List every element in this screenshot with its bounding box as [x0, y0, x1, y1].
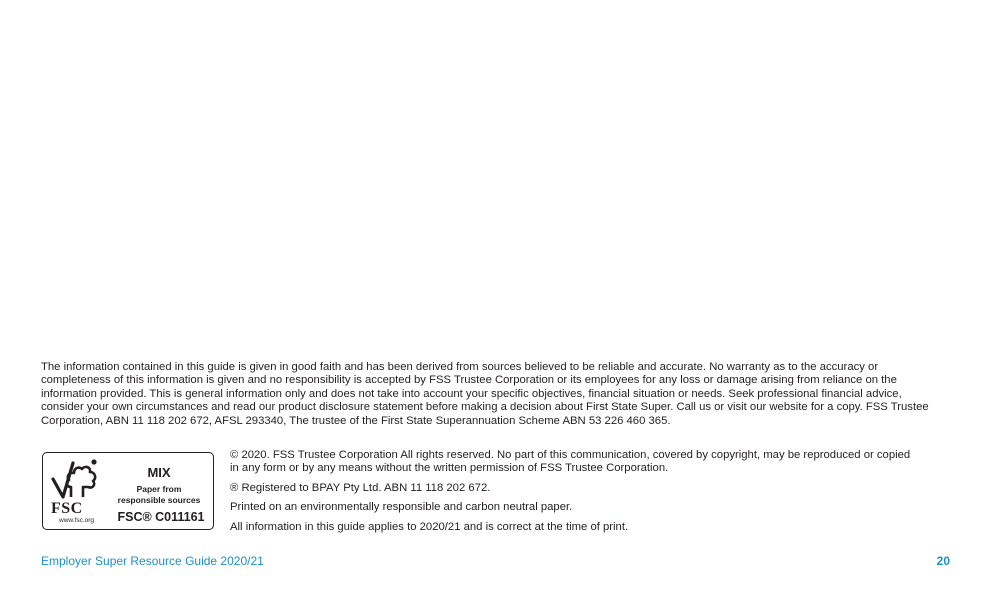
fsc-paper-line1: Paper from	[136, 484, 182, 494]
footer-guide-title: Employer Super Resource Guide 2020/21	[41, 554, 264, 568]
fsc-url: www.fsc.org	[59, 517, 95, 524]
fsc-tree-checkmark-icon	[49, 457, 101, 501]
registered-notice: ® Registered to BPAY Pty Ltd. ABN 11 118 202 672.	[230, 481, 491, 494]
fsc-paper-label	[107, 484, 211, 505]
page-number: 20	[936, 554, 950, 568]
fsc-wordmark: FSC	[51, 500, 83, 517]
printed-notice: Printed on an environmentally responsible and carbon neutral paper.	[230, 501, 573, 514]
legal-notices	[230, 449, 920, 534]
applies-notice: All information in this guide applies to 2020/21 and is correct at the time of print.	[230, 520, 629, 533]
fsc-mix-label: MIX	[147, 465, 171, 480]
disclaimer-text: The information contained in this guide is given in good faith and has been derived from sources believed to be reliable and accurate. No warranty as to the accuracy or completeness of this information is given and no responsibility is accepted by FSS Trustee Corporation or its employees for any loss or damage arising from reliance on the information provided. This is general information only and does not take into account your specific objectives, financial situation or needs. Seek professional financial advice, consider your own circumstances and read our product disclosure statement before making a decision about First State Super. Call us or visit our website for a copy. FSS Trustee Corporation, ABN 11 118 202 672, AFSL 293340, The trustee of the First State Superannuation Scheme ABN 53 226 460 365.	[41, 361, 929, 427]
fsc-paper-line2: responsible sources	[117, 494, 201, 505]
fsc-logo	[42, 452, 214, 530]
copyright-notice: © 2020. FSS Trustee Corporation All rights reserved. No part of this communication, covered by copyright, may be reproduced or copied in any form or by any means without the written permission of FSS Trustee Corporation.	[230, 449, 911, 475]
fsc-license-code: FSC® C011161	[117, 510, 205, 524]
